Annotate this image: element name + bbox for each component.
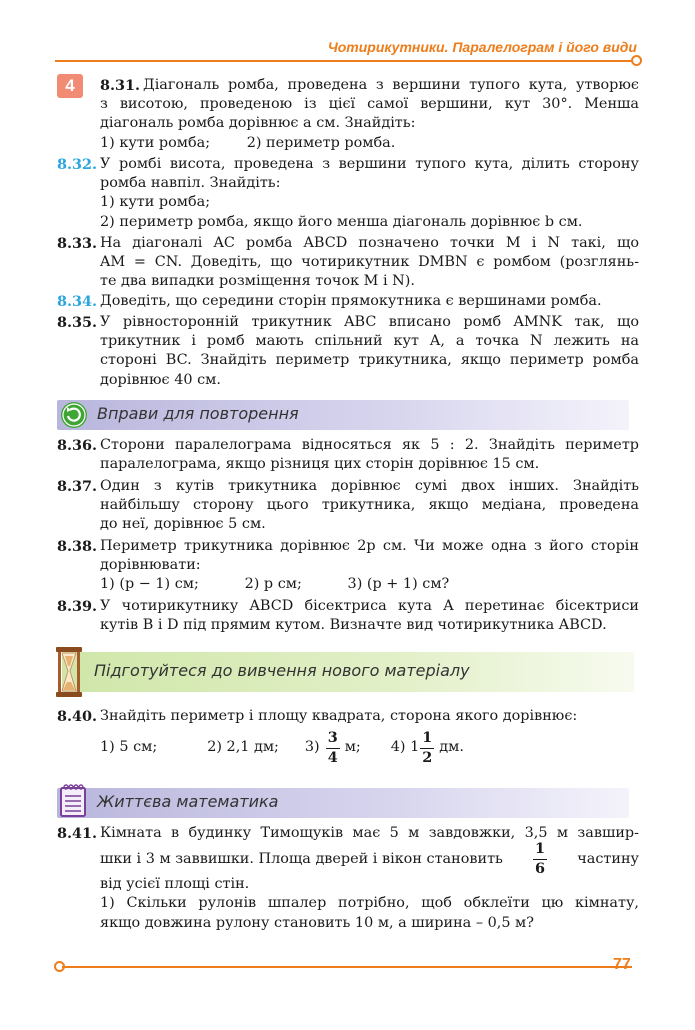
section-title: Вправи для повторення — [97, 404, 299, 423]
problem-number: 8.36. — [57, 437, 98, 454]
fraction-denominator: 4 — [327, 748, 338, 766]
problem-text: На діагоналі AC ромба ABCD позначено точки M і N такі, що — [100, 235, 639, 251]
problem-text: найбільшу сторону цього трикутника, якщо медіана, проведена — [100, 497, 639, 514]
option-4-label: 4) 1 — [390, 739, 420, 756]
problem-text: Доведіть, що середини сторін прямокутника є вершинами ромба. — [100, 293, 602, 309]
page-number: 77 — [613, 956, 631, 973]
problem-8-32 — [57, 155, 639, 232]
problem-number: 8.41. — [57, 825, 98, 842]
problem-text: з висотою, проведеною із цієї самої вершини, кут 30°. Менша — [100, 96, 639, 113]
option-3-label: 3) — [304, 739, 320, 756]
option-4-unit: дм. — [439, 739, 464, 756]
problem-sub-item: 1) кути ромба; 2) периметр ромба. — [100, 134, 396, 151]
fraction-one-sixth — [533, 842, 547, 876]
header-rule-dot — [631, 55, 642, 66]
section-title: Життєва математика — [97, 792, 279, 811]
problem-8-38 — [57, 537, 639, 595]
problem-text-line — [100, 839, 639, 879]
problem-text: У рівносторонній трикутник ABC вписано ромб AMNK так, що — [100, 314, 639, 330]
fraction-denominator: 2 — [422, 748, 433, 766]
problem-8-40 — [57, 707, 639, 726]
problem-text: те два випадки розміщення точок M і N). — [100, 273, 415, 290]
running-header: Чотирикутники. Паралелограм і його види — [327, 39, 637, 55]
problem-text: Один з кутів трикутника дорівнює сумі двох інших. Знайдіть — [100, 478, 639, 494]
problem-text: від усієї площі стін. — [100, 876, 250, 893]
footer-rule — [62, 966, 632, 968]
problem-text: AM = CN. Доведіть, що чотирикутник DMBN є ромбом (розглянь- — [100, 254, 639, 271]
problem-text: ромба навпіл. Знайдіть: — [100, 175, 281, 192]
problem-number: 8.31. — [100, 77, 141, 94]
option-1: 1) 5 см; — [100, 739, 158, 756]
problem-sub-item: 2) периметр ромба, якщо його менша діагональ дорівнює b см. — [100, 213, 583, 230]
problem-text: стороні BC. Знайдіть периметр трикутника, якщо периметр ромба — [100, 352, 639, 369]
problem-8-35 — [57, 313, 639, 390]
problem-sub-item: 1) (p − 1) см; 2) p см; 3) (p + 1) см? — [100, 576, 450, 593]
problem-text: Діагональ ромба, проведена з вершини тупого кута, утворює — [143, 77, 639, 93]
problem-text: У чотирикутнику ABCD бісектриса кута A перетинає бісектриси — [100, 598, 639, 614]
fraction-numerator: 1 — [533, 842, 547, 859]
problem-text: Кімната в будинку Тимощуків має 5 м завдовжки, 3,5 м завшир- — [100, 825, 639, 841]
problem-8-36 — [57, 436, 639, 474]
fraction-denominator: 6 — [535, 859, 546, 877]
problem-8-31 — [57, 76, 639, 153]
problem-number: 8.33. — [57, 235, 98, 252]
hourglass-icon — [54, 646, 84, 698]
problem-text: дорівнює 40 см. — [100, 371, 221, 388]
problem-8-33 — [57, 234, 639, 292]
problem-text: У ромбі висота, проведена з вершини тупого кута, ділить сторону — [100, 156, 639, 172]
option-3-unit: м; — [344, 739, 361, 756]
problem-8-37 — [57, 477, 639, 535]
problem-number: 8.34. — [57, 293, 98, 310]
problem-text: Периметр трикутника дорівнює 2p см. Чи може одна з його сторін — [100, 538, 639, 554]
fraction-numerator: 3 — [326, 731, 340, 748]
problem-8-40-options — [57, 728, 639, 772]
refresh-icon — [60, 401, 88, 429]
section-title: Підготуйтеся до вивчення нового матеріалу — [94, 661, 470, 680]
problem-text: шки і 3 м заввишки. Площа дверей і вікон становить — [100, 850, 503, 867]
problem-number: 8.38. — [57, 538, 98, 555]
problem-text: кутів B і D під прямим кутом. Визначте вид чотирикутника ABCD. — [100, 617, 607, 634]
problem-text: діагональ ромба дорівнює a см. Знайдіть: — [100, 115, 416, 132]
problem-number: 8.39. — [57, 598, 98, 615]
notebook-icon — [59, 783, 87, 817]
section-header-review — [57, 400, 629, 430]
problem-sub-item: якщо довжина рулону становить 10 м, а ширина – 0,5 м? — [100, 914, 534, 931]
section-header-life-math — [57, 788, 629, 818]
option-2: 2) 2,1 дм; — [207, 739, 279, 756]
difficulty-level-badge: 4 — [57, 74, 83, 98]
section-header-prepare — [62, 652, 634, 692]
problem-text: Сторони паралелограма відносяться як 5 : 2. Знайдіть периметр — [100, 437, 639, 453]
fraction-one-half — [420, 731, 434, 765]
problem-text: Знайдіть периметр і площу квадрата, сторона якого дорівнює: — [100, 708, 578, 724]
problem-number: 8.32. — [57, 156, 98, 173]
problem-8-34 — [57, 292, 639, 311]
problem-number: 8.37. — [57, 478, 98, 495]
problem-8-39 — [57, 597, 639, 635]
problem-text: дорівнювати: — [100, 557, 201, 574]
fraction-numerator: 1 — [420, 731, 434, 748]
problem-number: 8.35. — [57, 314, 98, 331]
problem-8-41 — [57, 824, 639, 933]
problem-text: частину — [577, 850, 639, 867]
problem-text: трикутник і ромб мають спільний кут A, а точка N лежить на — [100, 333, 639, 350]
header-rule — [55, 60, 640, 62]
problem-text: до неї, дорівнює 5 см. — [100, 516, 266, 533]
problem-number: 8.40. — [57, 708, 98, 725]
problem-text: паралелограма, якщо різниця цих сторін дорівнює 15 см. — [100, 456, 540, 473]
fraction-three-quarters — [326, 731, 340, 765]
problem-sub-item: 1) кути ромба; — [100, 194, 211, 211]
problem-sub-item: 1) Скільки рулонів шпалер потрібно, щоб обклеїти цю кімнату, — [100, 895, 639, 912]
